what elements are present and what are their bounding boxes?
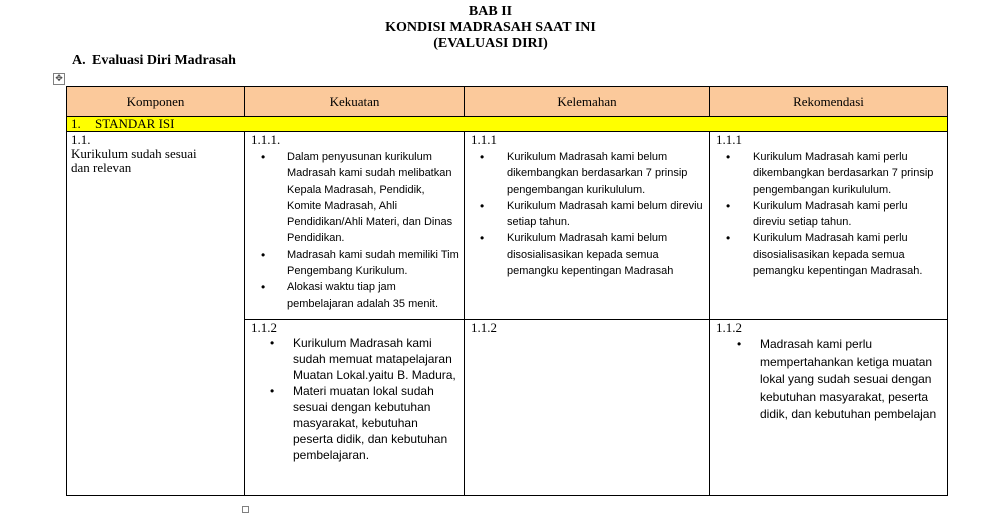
standard-row	[67, 117, 948, 132]
chapter-subtitle: (EVALUASI DIRI)	[433, 36, 548, 51]
list-item: • Materi muatan lokal sudah sesuai dengan kebutuhan masyarakat, kebutuhan peserta didik, dan kebutuhan pembelajaran.	[245, 383, 460, 463]
list-item: • Kurikulum Madrasah kami perlu direviu setiap tahun.	[710, 198, 943, 231]
list-item: • Kurikulum Madrasah kami sudah memuat matapelajaran Muatan Lokal.yaitu B. Madura,	[245, 335, 460, 383]
standard-number: 1.	[71, 116, 81, 131]
table-move-handle-icon[interactable]: ✥	[53, 73, 65, 85]
table-row	[67, 132, 948, 320]
evaluation-table	[66, 86, 948, 496]
section-number: A.	[72, 53, 86, 68]
section-heading	[72, 53, 236, 69]
list-item: • Kurikulum Madrasah kami belum direviu setiap tahun.	[465, 198, 705, 231]
component-number: 1.1.	[71, 132, 91, 147]
chapter-heading: BAB II	[468, 4, 513, 19]
rekomendasi-list	[710, 336, 947, 424]
table-header-row	[67, 87, 948, 117]
list-item: • Kurikulum Madrasah kami perlu disosialisasikan kepada semua pemangku kepentingan Madrasah.	[710, 230, 943, 279]
section-title: Evaluasi Diri Madrasah	[92, 53, 236, 68]
rekomendasi-number: 1.1.1	[716, 132, 742, 147]
header-kelemahan: Kelemahan	[465, 87, 710, 117]
kelemahan-cell	[465, 320, 710, 496]
rekomendasi-list	[710, 149, 947, 279]
list-item: • Alokasi waktu tiap jam pembelajaran adalah 35 menit.	[245, 279, 460, 312]
kelemahan-number: 1.1.1	[471, 132, 497, 147]
header-kekuatan: Kekuatan	[245, 87, 465, 117]
standard-label	[67, 117, 948, 132]
kelemahan-cell	[465, 132, 710, 320]
list-item: • Kurikulum Madrasah kami belum dikembangkan berdasarkan 7 prinsip pengembangan kurikululum.	[465, 149, 705, 198]
component-label: Kurikulum sudah sesuai dan relevan	[71, 146, 197, 175]
list-item: • Kurikulum Madrasah kami perlu dikembangkan berdasarkan 7 prinsip pengembangan kurikululum.	[710, 149, 943, 198]
kekuatan-list	[245, 335, 464, 463]
component-cell	[67, 132, 245, 496]
rekomendasi-number: 1.1.2	[716, 320, 742, 335]
kekuatan-cell	[245, 320, 465, 496]
list-item: • Madrasah kami perlu mempertahankan ketiga muatan lokal yang sudah sesuai dengan kebutuhan masyarakat, peserta didik, dan kebutuhan pembelajan	[710, 336, 943, 424]
header-komponen: Komponen	[67, 87, 245, 117]
kekuatan-cell	[245, 132, 465, 320]
kekuatan-number: 1.1.1.	[251, 132, 281, 147]
kelemahan-number: 1.1.2	[471, 320, 497, 335]
list-item: • Madrasah kami sudah memiliki Tim Pengembang Kurikulum.	[245, 247, 460, 280]
kekuatan-list	[245, 149, 464, 312]
table-resize-handle[interactable]	[242, 506, 249, 513]
list-item: • Dalam penyusunan kurikulum Madrasah kami sudah melibatkan Kepala Madrasah, Pendidik, Komite Madrasah, Ahli Pendidikan/Ahli Materi, dan Dinas Pendidikan.	[245, 149, 460, 247]
kelemahan-list	[465, 149, 709, 279]
kekuatan-number: 1.1.2	[251, 320, 277, 335]
rekomendasi-cell	[710, 132, 948, 320]
standard-text: STANDAR ISI	[95, 116, 175, 131]
chapter-title: KONDISI MADRASAH SAAT INI	[385, 20, 596, 35]
list-item: • Kurikulum Madrasah kami belum disosialisasikan kepada semua pemangku kepentingan Madrasah	[465, 230, 705, 279]
rekomendasi-cell	[710, 320, 948, 496]
header-rekomendasi: Rekomendasi	[710, 87, 948, 117]
